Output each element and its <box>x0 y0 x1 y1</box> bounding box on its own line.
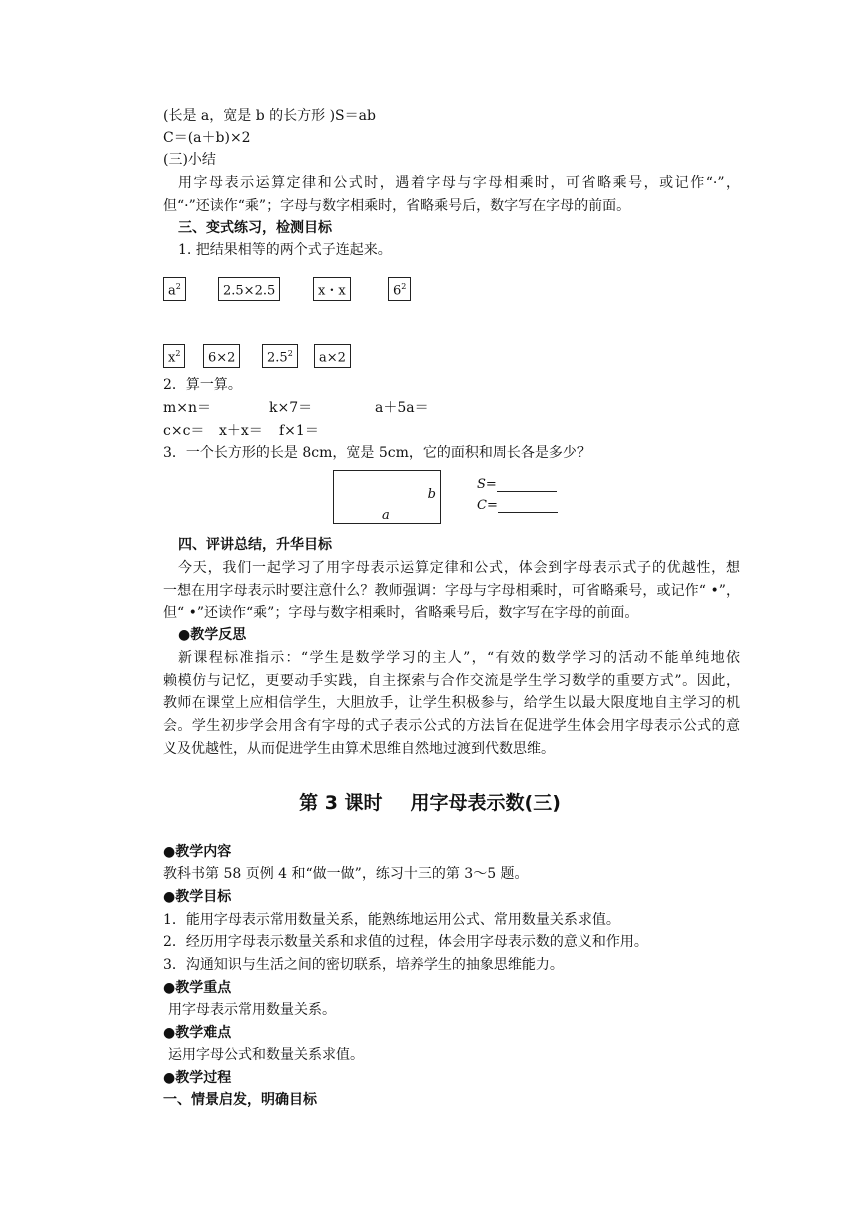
reflection-line-4: 会。学生初步学会用含有字母的式子表示公式的方法旨在促进学生体会用字母表示公式的意 <box>163 718 740 734</box>
content-text: 教科书第 58 页例 4 和“做一做”，练习十三的第 3～5 题。 <box>163 866 529 882</box>
goal-1: 1．能用字母表示常用数量关系，能熟练地运用公式、常用数量关系求值。 <box>163 912 620 928</box>
calc-item: a＋5a＝ <box>375 400 429 416</box>
summary-para-line-1: 今天，我们一起学习了用字母表示运算定律和公式，体会到字母表示式子的优越性，想 <box>178 560 740 576</box>
match-box-top-2: 2.5×2.5 <box>218 277 280 301</box>
summary-text-line-1: 用字母表示运算定律和公式时，遇着字母与字母相乘时，可省略乘号，或记作“·”， <box>178 175 740 191</box>
rectangle-figure <box>333 470 441 524</box>
rect-label-b: b <box>427 487 436 502</box>
goal-2: 2．经历用字母表示数量关系和求值的过程，体会用字母表示数的意义和作用。 <box>163 934 648 950</box>
difficulties-text: 运用字母公式和数量关系求值。 <box>168 1047 364 1063</box>
reflection-line-2: 赖模仿与记忆，更要动手实践，自主探索与合作交流是学生学习数学的重要方式”。因此， <box>163 673 740 689</box>
heading-key-points: ●教学重点 <box>163 980 232 996</box>
process-step-1: 一、情景启发，明确目标 <box>163 1092 317 1108</box>
heading-process: ●教学过程 <box>163 1070 232 1086</box>
reflection-line-5: 义及优越性，从而促进学生由算术思维自然地过渡到代数思维。 <box>163 741 555 757</box>
calc-row-2 <box>163 421 319 441</box>
calc-item: m×n＝ <box>163 400 212 416</box>
section-heading-summary: 四、评讲总结，升华目标 <box>178 537 332 553</box>
calc-row-1 <box>163 398 429 418</box>
summary-text-line-2: 但“·”还读作“乘”；字母与数字相乘时，省略乘号后，数字写在字母的前面。 <box>163 198 631 214</box>
calc-item: c×c＝ <box>163 423 205 439</box>
reflection-line-1: 新课程标准指示：“学生是数学学习的主人”，“有效的数学学习的活动不能单纯地依 <box>178 650 740 666</box>
match-box-bottom-3: $2.5^2$ <box>262 344 298 368</box>
heading-goals: ●教学目标 <box>163 889 232 905</box>
calc-item: x＋x＝ <box>219 423 263 439</box>
exercise-3-prompt: 3．一个长方形的长是 8cm，宽是 5cm，它的面积和周长各是多少？ <box>163 445 591 461</box>
match-box-top-4: $6^2$ <box>388 277 411 301</box>
match-box-bottom-1: $x^2$ <box>163 344 185 368</box>
summary-para-line-2: 一想在用字母表示时要注意什么？教师强调：字母与字母相乘时，可省略乘号，或记作“ •”， <box>163 583 740 599</box>
area-answer-blank: S= <box>477 477 557 492</box>
calc-item: f×1＝ <box>279 423 319 439</box>
match-box-top-3: x・x <box>313 277 351 301</box>
key-points-text: 用字母表示常用数量关系。 <box>168 1002 336 1018</box>
lesson-number: 第 3 课时 <box>299 792 383 814</box>
match-box-bottom-4: a×2 <box>314 344 351 368</box>
rect-label-a: a <box>382 508 390 523</box>
section-heading-exercise: 三、变式练习，检测目标 <box>178 220 332 236</box>
heading-difficulties: ●教学难点 <box>163 1025 232 1041</box>
heading-content: ●教学内容 <box>163 844 232 860</box>
calc-item: k×7＝ <box>269 400 313 416</box>
formula-perimeter-line: C＝(a＋b)×2 <box>163 130 251 146</box>
reflection-line-3: 教师在课堂上应相信学生，大胆放手，让学生积极参与，给学生以最大限度地自主学习的机 <box>163 695 740 711</box>
formula-area-line: (长是 a，宽是 b 的长方形 )S＝ab <box>163 108 376 124</box>
match-box-top-1: $a^2$ <box>163 277 186 301</box>
exercise-2-prompt: 2．算一算。 <box>163 377 242 393</box>
lesson-name: 用字母表示数(三) <box>410 792 561 814</box>
subsection-summary: (三)小结 <box>163 152 216 168</box>
perimeter-answer-blank: C= <box>477 498 558 513</box>
match-box-bottom-2: 6×2 <box>203 344 240 368</box>
summary-para-line-3: 但“ •”还读作“乘”；字母与数字相乘时，省略乘号后，数字写在字母的前面。 <box>163 605 639 621</box>
exercise-1-prompt: 1. 把结果相等的两个式子连起来。 <box>178 242 392 258</box>
goal-3: 3．沟通知识与生活之间的密切联系，培养学生的抽象思维能力。 <box>163 957 564 973</box>
heading-reflection: ●教学反思 <box>178 627 247 643</box>
lesson-title <box>0 790 860 816</box>
